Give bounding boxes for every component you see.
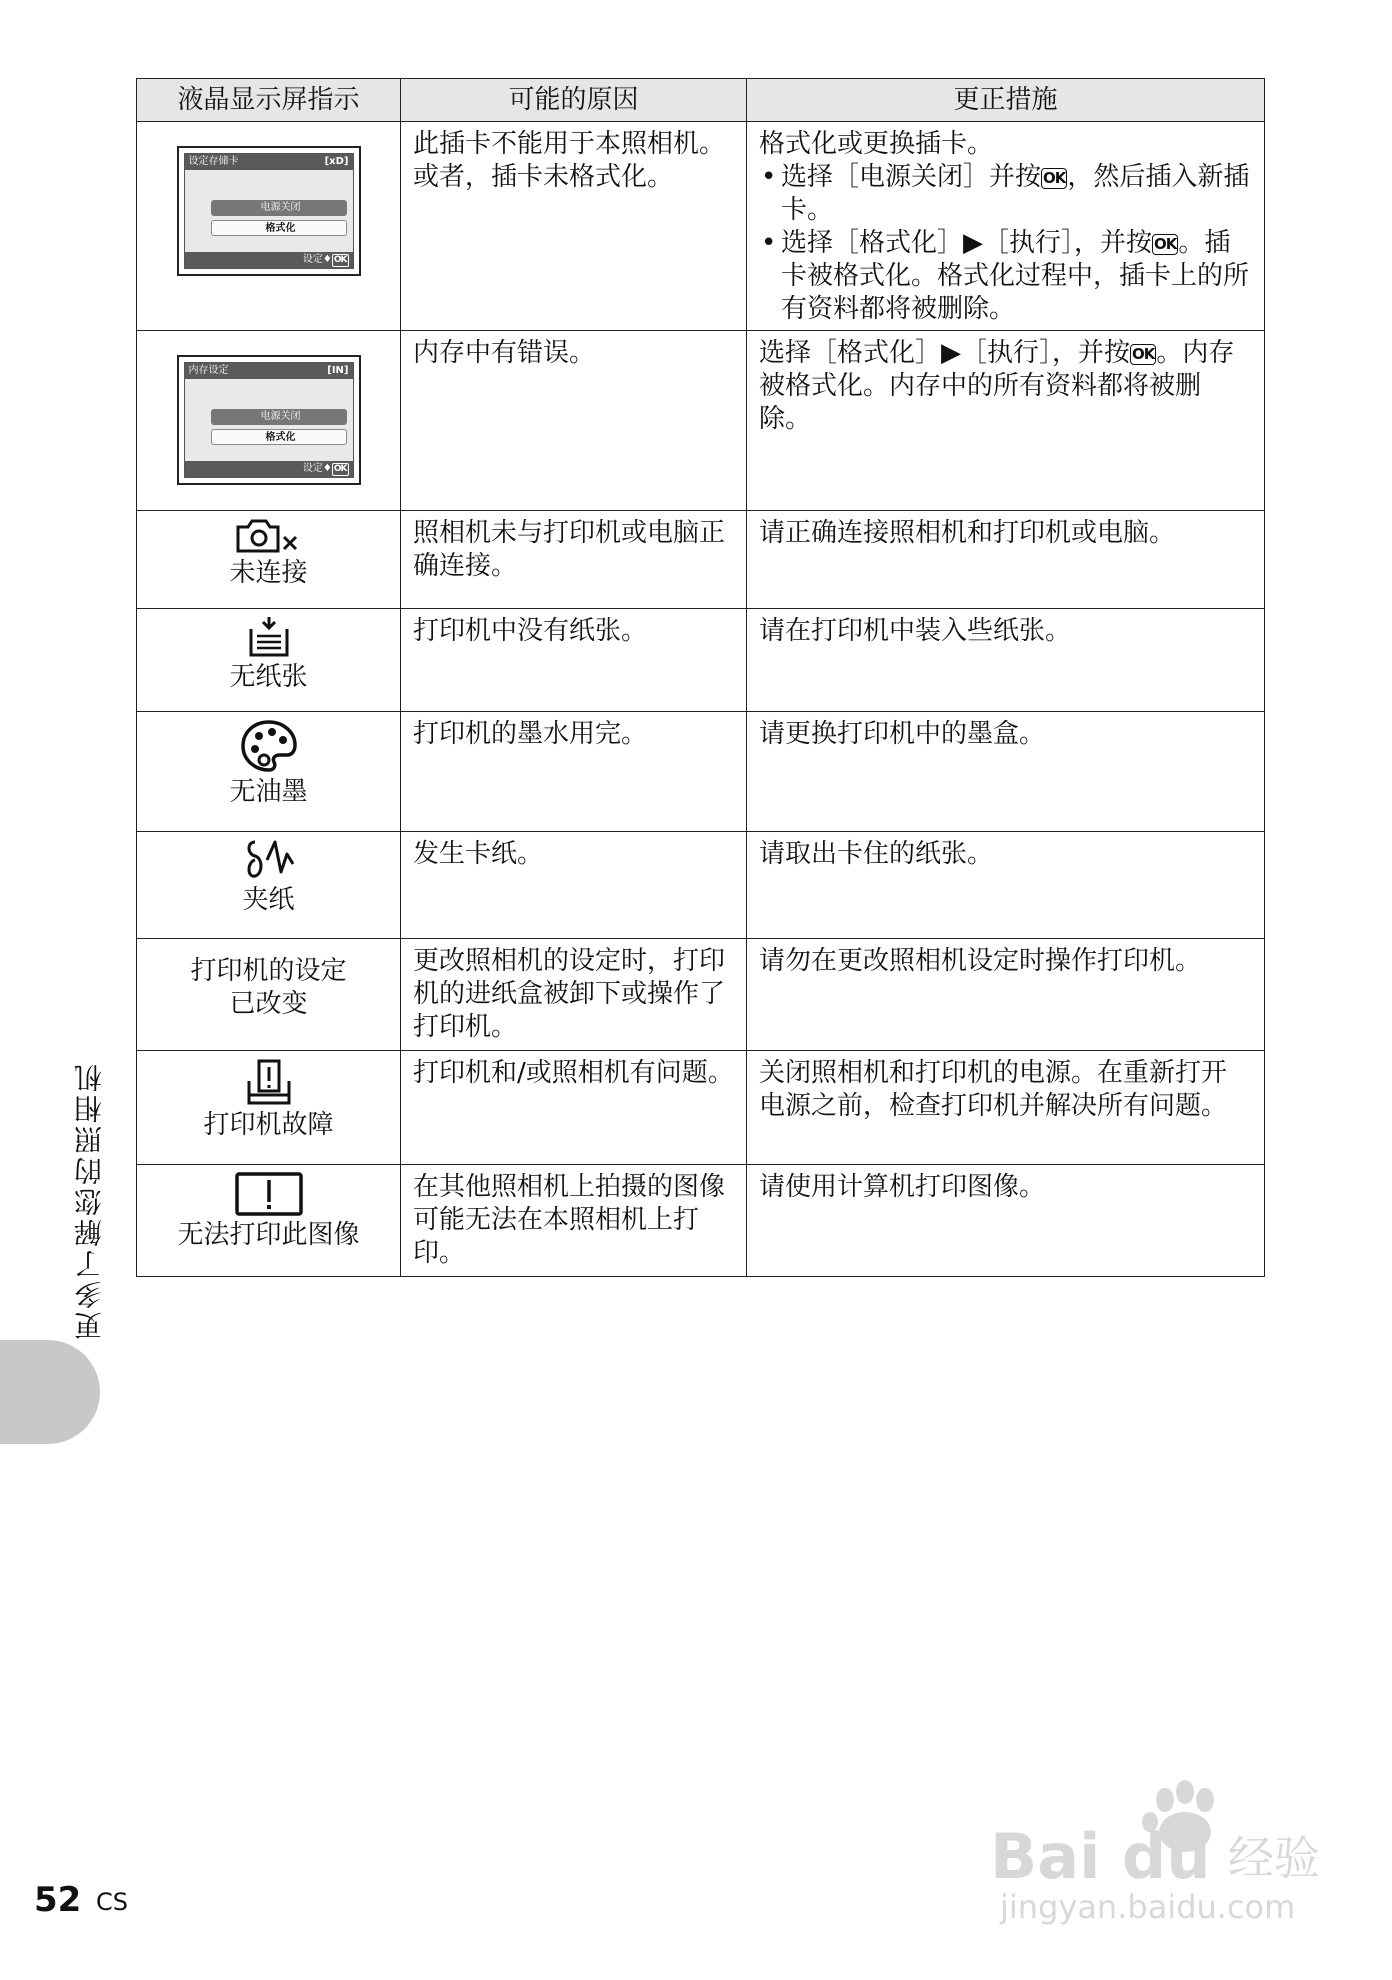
indicator-cell (137, 331, 401, 511)
paper-jam-icon (241, 838, 297, 882)
lcd-footer: 设定♦ OK (185, 252, 353, 268)
indicator-label: 无纸张 (229, 662, 308, 692)
cause-cell: 此插卡不能用于本照相机。或者，插卡未格式化。 (401, 122, 747, 331)
lcd-badge: [xD] (324, 156, 349, 167)
ok-icon: OK (333, 255, 347, 265)
side-tab-marker (0, 1340, 100, 1444)
remedy-cell: 关闭照相机和打印机的电源。在重新打开电源之前，检查打印机并解决所有问题。 (747, 1051, 1265, 1165)
remedy-cell: 选择［格式化］▶［执行］，并按 OK。内存被格式化。内存中的所有资料都将被删除。 (747, 331, 1265, 511)
cannot-print-icon (234, 1171, 304, 1217)
camera-disconnected-icon (234, 517, 304, 555)
table-row (137, 331, 1265, 511)
indicator-cell (137, 1051, 401, 1165)
indicator-cell (137, 122, 401, 331)
table-row (137, 1051, 1265, 1165)
cause-cell: 发生卡纸。 (401, 832, 747, 939)
ok-icon: OK (333, 464, 347, 474)
table-row (137, 939, 1265, 1051)
watermark-url: jingyan.baidu.com (1000, 1888, 1296, 1926)
cause-cell: 内存中有错误。 (401, 331, 747, 511)
table-row (137, 511, 1265, 609)
cause-cell: 照相机未与打印机或电脑正确连接。 (401, 511, 747, 609)
cause-cell: 在其他照相机上拍摄的图像可能无法在本照相机上打印。 (401, 1165, 747, 1277)
header-lcd-indication: 液晶显示屏指示 (137, 79, 401, 122)
header-corrective-action: 更正措施 (747, 79, 1265, 122)
indicator-label-line2: 已改变 (229, 989, 308, 1019)
remedy-cell: 请取出卡住的纸张。 (747, 832, 1265, 939)
watermark-brand: Bai du (990, 1820, 1211, 1893)
remedy-bullet: • 选择［电源关闭］并按 OK，然后插入新插卡。 (761, 162, 1250, 225)
ok-button-icon: OK (1043, 169, 1066, 187)
indicator-label: 打印机故障 (203, 1110, 334, 1140)
table-header-row (137, 79, 1265, 122)
remedy-cell: 请正确连接照相机和打印机或电脑。 (747, 511, 1265, 609)
indicator-label: 无法打印此图像 (177, 1220, 360, 1250)
lcd-item-power-off: 电源关闭 (211, 200, 347, 216)
remedy-bullet: • 选择［格式化］▶［执行］，并按 OK。插卡被格式化。格式化过程中，插卡上的所有资料都将被删除。 (761, 228, 1250, 324)
indicator-cell (137, 939, 401, 1051)
table-row (137, 832, 1265, 939)
indicator-label: 夹纸 (242, 885, 295, 915)
cause-cell: 更改照相机的设定时，打印机的进纸盒被卸下或操作了打印机。 (401, 939, 747, 1051)
ok-button-icon: OK (1154, 235, 1177, 253)
table-row (137, 712, 1265, 832)
printer-error-icon (245, 1057, 293, 1107)
side-section-title: 更多了解您的照相机 (73, 1061, 106, 1340)
indicator-label: 无油墨 (229, 777, 308, 807)
cause-cell: 打印机和/或照相机有问题。 (401, 1051, 747, 1165)
remedy-cell: 请使用计算机打印图像。 (747, 1165, 1265, 1277)
header-possible-cause: 可能的原因 (401, 79, 747, 122)
remedy-cell: 请在打印机中装入些纸张。 (747, 609, 1265, 712)
indicator-label-line1: 打印机的设定 (190, 956, 347, 986)
indicator-cell (137, 712, 401, 832)
page-language-code: CS (96, 1888, 128, 1916)
table-row (137, 1165, 1265, 1277)
table-row (137, 609, 1265, 712)
lcd-title: 内存设定 (188, 365, 229, 376)
cause-cell: 打印机的墨水用完。 (401, 712, 747, 832)
lcd-item-power-off: 电源关闭 (211, 409, 347, 425)
baidu-watermark (990, 1770, 1320, 1930)
lcd-item-format: 格式化 (211, 220, 347, 236)
lcd-footer: 设定♦ OK (185, 461, 353, 477)
cause-cell: 打印机中没有纸张。 (401, 609, 747, 712)
indicator-label: 未连接 (229, 558, 308, 588)
lcd-internal-memory-screen (177, 355, 361, 485)
lcd-item-format: 格式化 (211, 429, 347, 445)
page-number: 52 (34, 1880, 82, 1920)
error-table (136, 78, 1265, 1277)
lcd-badge: [IN] (327, 365, 349, 376)
no-ink-palette-icon (239, 718, 299, 774)
indicator-cell (137, 832, 401, 939)
indicator-cell (137, 609, 401, 712)
table-row (137, 122, 1265, 331)
indicator-cell (137, 511, 401, 609)
no-paper-icon (247, 615, 291, 659)
lcd-card-setup-screen (177, 146, 361, 276)
remedy-cell: 请勿在更改照相机设定时操作打印机。 (747, 939, 1265, 1051)
indicator-cell (137, 1165, 401, 1277)
lcd-title: 设定存储卡 (188, 156, 239, 167)
ok-button-icon: OK (1132, 345, 1155, 363)
remedy-cell (747, 122, 1265, 331)
remedy-cell: 请更换打印机中的墨盒。 (747, 712, 1265, 832)
watermark-cn: 经验 (1228, 1831, 1320, 1885)
remedy-intro: 格式化或更换插卡。 (759, 129, 994, 159)
